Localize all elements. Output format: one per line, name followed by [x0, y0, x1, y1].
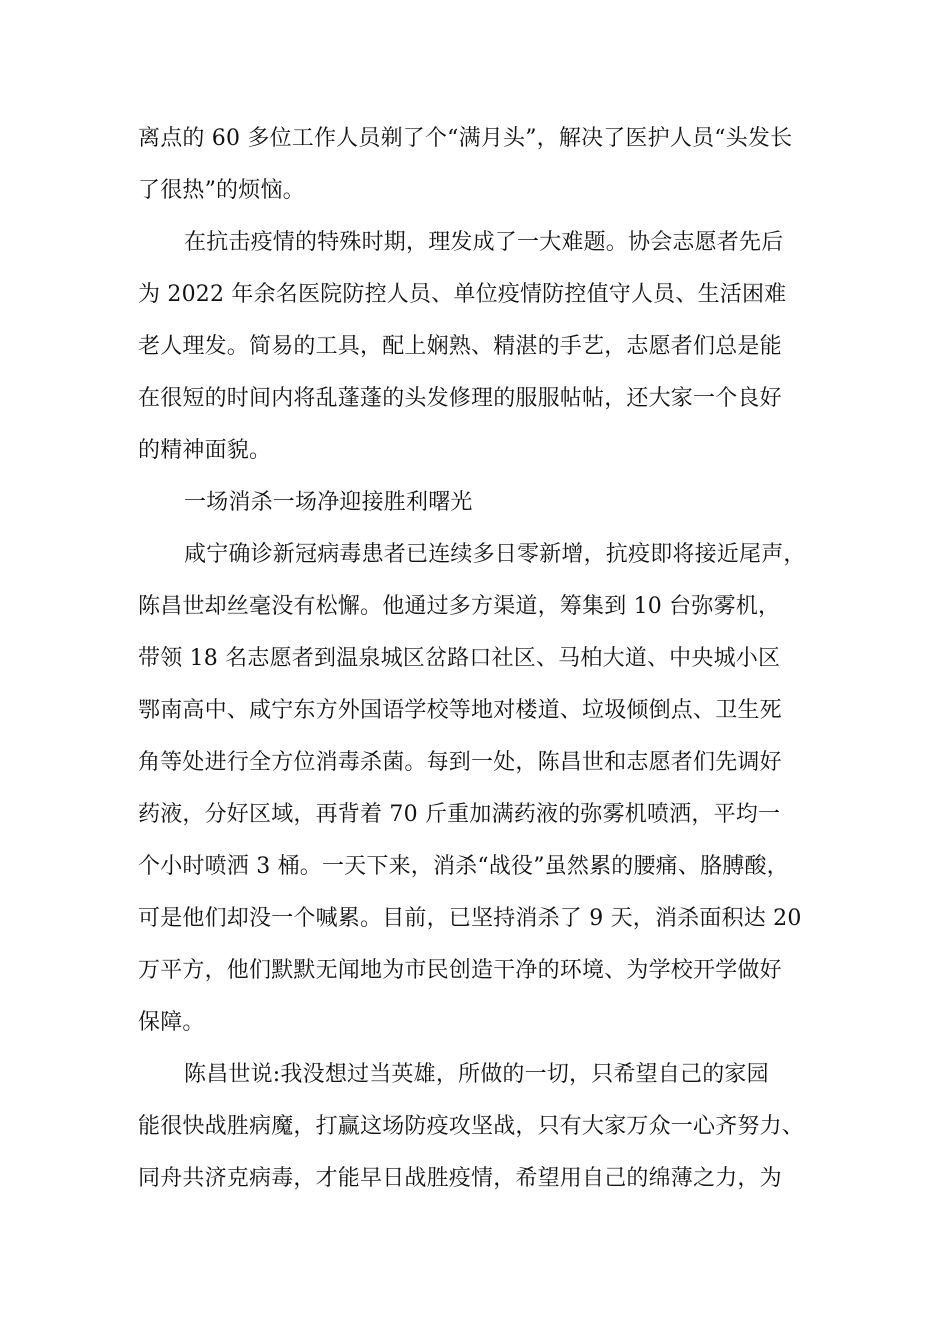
text-line: 万平方，他们默默无闻地为市民创造干净的环境、为学校开学做好	[138, 958, 782, 983]
text-line: 咸宁确诊新冠病毒患者已连续多日零新增，抗疫即将接近尾声，	[184, 542, 806, 567]
text-line: 保障。	[138, 1010, 205, 1035]
text-line: 在抗击疫情的特殊时期，理发成了一大难题。协会志愿者先后	[184, 230, 784, 255]
text-line: 老人理发。简易的工具，配上娴熟、精湛的手艺，志愿者们总是能	[138, 334, 782, 359]
document-body	[138, 113, 828, 1205]
paragraph-p4	[138, 529, 828, 1049]
text-line: 离点的 60 多位工作人员剃了个“满月头”，解决了医护人员“头发长	[138, 126, 793, 151]
paragraph-p2	[138, 217, 828, 477]
text-line: 的精神面貌。	[138, 438, 272, 463]
text-line: 一场消杀一场净迎接胜利曙光	[184, 490, 473, 515]
text-line: 陈昌世却丝毫没有松懈。他通过多方渠道，筹集到 10 台弥雾机，	[138, 594, 781, 619]
text-line: 可是他们却没一个喊累。目前，已坚持消杀了 9 天，消杀面积达 20	[138, 906, 802, 931]
paragraph-p5	[138, 1049, 828, 1205]
text-line: 药液，分好区域，再背着 70 斤重加满药液的弥雾机喷洒，平均一	[138, 802, 781, 827]
paragraph-p3	[138, 477, 828, 529]
text-line: 为 2022 年余名医院防控人员、单位疫情防控值守人员、生活困难	[138, 282, 787, 307]
text-line: 陈昌世说:我没想过当英雄，所做的一切，只希望自己的家园	[184, 1062, 769, 1087]
text-line: 同舟共济克病毒，才能早日战胜疫情，希望用自己的绵薄之力，为	[138, 1166, 782, 1191]
text-line: 了很热”的烦恼。	[138, 178, 305, 203]
text-line: 在很短的时间内将乱蓬蓬的头发修理的服服帖帖，还大家一个良好	[138, 386, 782, 411]
text-line: 鄂南高中、咸宁东方外国语学校等地对楼道、垃圾倾倒点、卫生死	[138, 698, 782, 723]
text-line: 带领 18 名志愿者到温泉城区岔路口社区、马柏大道、中央城小区	[138, 646, 781, 671]
text-line: 个小时喷洒 3 桶。一天下来，消杀“战役”虽然累的腰痛、胳膊酸，	[138, 854, 789, 879]
text-line: 角等处进行全方位消毒杀菌。每到一处，陈昌世和志愿者们先调好	[138, 750, 782, 775]
paragraph-p1	[138, 113, 828, 217]
text-line: 能很快战胜病魔，打赢这场防疫攻坚战，只有大家万众一心齐努力、	[138, 1114, 805, 1139]
